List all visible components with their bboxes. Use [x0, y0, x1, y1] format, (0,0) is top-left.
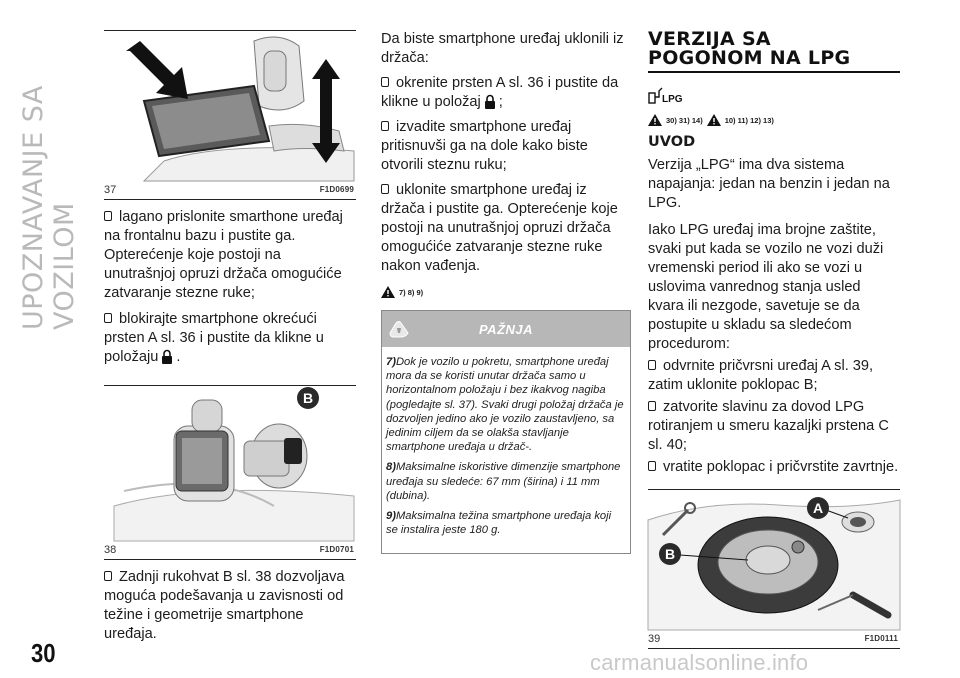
column-left — [104, 30, 356, 644]
lock-icon — [484, 94, 496, 109]
section-title: VERZIJA SA POGONOM NA LPG — [648, 28, 851, 69]
column-middle — [381, 30, 631, 554]
figure-code: F1D0699 — [319, 185, 354, 194]
chapter-side-title: UPOZNAVANJE SA VOZILOM — [18, 85, 80, 330]
figure-code: F1D0701 — [319, 545, 354, 554]
figure-number: 39 — [648, 632, 661, 645]
checkbox-bullet-icon — [381, 77, 389, 87]
figure-code: F1D0111 — [864, 634, 898, 643]
warning-references: 30) 31) 14) 10) 11) 12) 13) — [648, 114, 900, 126]
smartphone-holder-illustration — [104, 31, 356, 181]
svg-text:B: B — [302, 390, 314, 406]
warning-triangle-icon — [648, 114, 662, 126]
checkbox-bullet-icon — [104, 211, 112, 221]
step-item: zatvorite slavinu za dovod LPG rotiranjem u smeru kazaljki prstena C sl. 40; — [648, 399, 889, 453]
warning-triangle-icon — [707, 114, 721, 126]
figure-37-caption — [104, 181, 356, 199]
lpg-fuel-icon — [648, 85, 683, 105]
step-item: uklonite smartphone uređaj iz držača i pustite ga. Opterećenje koje postoji na unutrašnjoj opruzi držača omogućiće zatvaranje stezne ruke nakon vađenja. — [381, 182, 618, 274]
svg-text:A: A — [812, 500, 824, 516]
warning-box-header — [382, 311, 630, 347]
figure-39 — [648, 489, 900, 649]
callout-label-b — [297, 387, 319, 409]
step-item: blokirajte smartphone okrećući prsten A sl. 36 i pustite da klikne u položaju . — [104, 311, 324, 365]
callout-label-a — [807, 497, 829, 519]
warning-hand-icon — [388, 319, 410, 339]
spare-wheel-lpg-illustration — [648, 490, 900, 630]
lock-icon — [161, 349, 173, 364]
step-item: Zadnji rukohvat B sl. 38 dozvoljava moguća podešavanja u zavisnosti od težine i geometrije smartphone uređaja. — [104, 569, 345, 642]
figure-37 — [104, 30, 356, 200]
warning-box — [381, 310, 631, 554]
checkbox-bullet-icon — [104, 571, 112, 581]
warning-note: 7)Dok je vozilo u pokretu, smartphone uređaj mora da se koristi unutar držača samo u horizontalnom položaju i bez ikakvog nagiba (pogledajte sl. 37). Svaki drugi položaj držača je dozvoljen jedino ako je vozilo zaustavljeno, sa jedinim ciljem da se olakša stavljanje smartphone uređaja u držač-. — [386, 356, 624, 454]
checkbox-bullet-icon — [104, 313, 112, 323]
warning-note: 8)Maksimalne iskoristive dimenzije smartphone uređaja su sledeće: 67 mm (širina) i 11 mm (dubina). — [386, 461, 621, 502]
figure-38-caption — [104, 541, 356, 559]
page-number: 30 — [31, 638, 56, 668]
warning-triangle-icon — [381, 286, 395, 298]
warning-notes — [382, 347, 630, 553]
svg-text:B: B — [664, 546, 676, 562]
step-item: lagano prislonite smarthone uređaj na frontalnu bazu i pustite ga. Opterećenje koje postoji na unutrašnjoj opruzi držača omogućiće zatvaranje stezne ruke; — [104, 209, 343, 301]
warning-references: 7) 8) 9) — [381, 286, 631, 298]
checkbox-bullet-icon — [648, 461, 656, 471]
figure-39-caption — [648, 630, 900, 648]
rear-grip-illustration — [104, 386, 356, 541]
paragraph: Iako LPG uređaj ima brojne zaštite, svaki put kada se vozilo ne vozi duži vremenski period ili ako se vozi u uslovima vanrednog stanja usled kvara ili nezgode, savetuje se da postupite u skladu sa sledećom procedurom: — [648, 222, 884, 352]
step-item: vratite poklopac i pričvrstite zavrtnje. — [648, 458, 900, 477]
section-divider — [648, 71, 900, 73]
checkbox-bullet-icon — [648, 401, 656, 411]
checkbox-bullet-icon — [648, 360, 656, 370]
watermark-link[interactable]: carmanualsonline.info — [590, 650, 809, 675]
column-right — [648, 30, 900, 649]
intro-text: Da biste smartphone uređaj uklonili iz držača: — [381, 31, 624, 66]
step-item: izvadite smartphone uređaj pritisnuvši ga na dole kako biste otvorili steznu ruku; — [381, 119, 588, 173]
step-item: odvrnite pričvrsni uređaj A sl. 39, zatim uklonite poklopac B; — [648, 358, 874, 393]
figure-38 — [104, 385, 356, 560]
checkbox-bullet-icon — [381, 121, 389, 131]
warning-note: 9)Maksimalna težina smartphone uređaja koji se instalira jeste 180 g. — [386, 510, 612, 537]
svg-text:LPG: LPG — [662, 94, 683, 105]
step-item: okrenite prsten A sl. 36 i pustite da klikne u položaj ; — [381, 75, 619, 110]
checkbox-bullet-icon — [381, 184, 389, 194]
callout-label-b — [659, 543, 681, 565]
paragraph: Verzija „LPG“ ima dva sistema napajanja: jedan na benzin i jedan na LPG. — [648, 157, 890, 211]
warning-title: PAŽNJA — [478, 321, 534, 337]
subsection-title: UVOD — [648, 134, 696, 150]
figure-number: 37 — [104, 183, 117, 196]
figure-number: 38 — [104, 543, 117, 556]
